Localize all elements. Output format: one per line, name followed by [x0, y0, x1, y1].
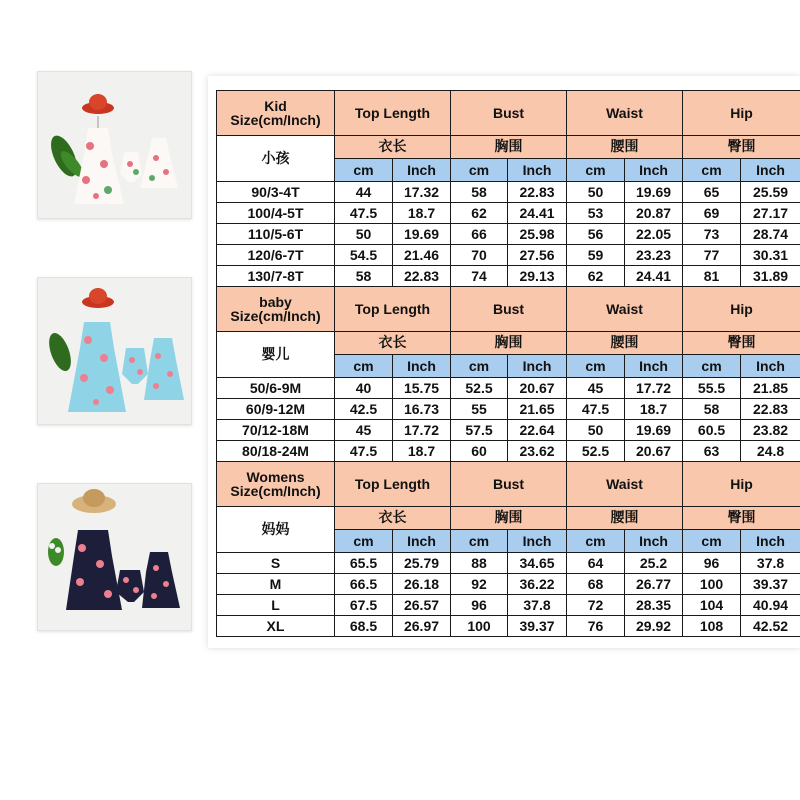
value-cell: 53 [567, 203, 625, 224]
table-row [217, 616, 800, 637]
column-header: Top Length [335, 287, 451, 332]
size-cell: 80/18-24M [217, 441, 335, 462]
size-cell: 50/6-9M [217, 378, 335, 399]
column-header: Hip [683, 287, 800, 332]
value-cell: 19.69 [625, 420, 683, 441]
column-header-zh: 腰围 [567, 136, 683, 159]
unit-cm: cm [567, 159, 625, 182]
value-cell: 45 [567, 378, 625, 399]
value-cell: 88 [451, 553, 508, 574]
unit-inch: Inch [741, 159, 800, 182]
white-floral-outfit-icon [38, 72, 191, 218]
table-row [217, 399, 800, 420]
column-header: Bust [451, 462, 567, 507]
size-cell: M [217, 574, 335, 595]
table-row [217, 553, 800, 574]
section-zh-label: 小孩 [217, 136, 335, 182]
value-cell: 26.57 [393, 595, 451, 616]
value-cell: 55.5 [683, 378, 741, 399]
value-cell: 58 [683, 399, 741, 420]
section-zh-row [217, 136, 800, 159]
product-thumbnail-blue[interactable] [37, 277, 192, 425]
value-cell: 24.8 [741, 441, 800, 462]
value-cell: 40 [335, 378, 393, 399]
value-cell: 108 [683, 616, 741, 637]
section-header-row [217, 462, 800, 507]
value-cell: 17.72 [393, 420, 451, 441]
value-cell: 65.5 [335, 553, 393, 574]
value-cell: 18.7 [393, 441, 451, 462]
value-cell: 23.23 [625, 245, 683, 266]
blue-floral-outfit-icon [38, 278, 191, 424]
column-header: Waist [567, 462, 683, 507]
section-header-row [217, 287, 800, 332]
unit-cm: cm [451, 530, 508, 553]
value-cell: 67.5 [335, 595, 393, 616]
value-cell: 26.18 [393, 574, 451, 595]
value-cell: 104 [683, 595, 741, 616]
value-cell: 47.5 [567, 399, 625, 420]
value-cell: 20.67 [508, 378, 567, 399]
value-cell: 50 [567, 420, 625, 441]
unit-cm: cm [335, 355, 393, 378]
value-cell: 56 [567, 224, 625, 245]
value-cell: 66 [451, 224, 508, 245]
table-row [217, 224, 800, 245]
size-cell: 70/12-18M [217, 420, 335, 441]
section-label-title: Kid [264, 98, 287, 114]
unit-inch: Inch [508, 159, 567, 182]
value-cell: 27.17 [741, 203, 800, 224]
column-header: Bust [451, 287, 567, 332]
size-cell: L [217, 595, 335, 616]
value-cell: 47.5 [335, 441, 393, 462]
column-header: Waist [567, 287, 683, 332]
value-cell: 50 [567, 182, 625, 203]
value-cell: 42.52 [741, 616, 800, 637]
column-header-zh: 臀围 [683, 136, 800, 159]
navy-floral-outfit-icon [38, 484, 191, 630]
value-cell: 55 [451, 399, 508, 420]
column-header-zh: 胸围 [451, 136, 567, 159]
value-cell: 36.22 [508, 574, 567, 595]
column-header: Hip [683, 462, 800, 507]
value-cell: 92 [451, 574, 508, 595]
size-chart-table [216, 90, 800, 637]
value-cell: 28.35 [625, 595, 683, 616]
value-cell: 25.79 [393, 553, 451, 574]
value-cell: 81 [683, 266, 741, 287]
column-header: Bust [451, 91, 567, 136]
value-cell: 22.64 [508, 420, 567, 441]
table-row [217, 574, 800, 595]
value-cell: 57.5 [451, 420, 508, 441]
table-row [217, 203, 800, 224]
size-cell: 110/5-6T [217, 224, 335, 245]
value-cell: 21.46 [393, 245, 451, 266]
value-cell: 44 [335, 182, 393, 203]
table-row [217, 245, 800, 266]
column-header: Hip [683, 91, 800, 136]
unit-cm: cm [567, 355, 625, 378]
value-cell: 26.77 [625, 574, 683, 595]
table-row [217, 420, 800, 441]
value-cell: 28.74 [741, 224, 800, 245]
value-cell: 66.5 [335, 574, 393, 595]
size-cell: 60/9-12M [217, 399, 335, 420]
value-cell: 96 [683, 553, 741, 574]
value-cell: 65 [683, 182, 741, 203]
unit-cm: cm [335, 159, 393, 182]
value-cell: 27.56 [508, 245, 567, 266]
section-label-unit: Size(cm/Inch) [230, 308, 321, 324]
section-label-title: Womens [246, 469, 305, 485]
value-cell: 63 [683, 441, 741, 462]
value-cell: 22.83 [393, 266, 451, 287]
column-header-zh: 衣长 [335, 136, 451, 159]
value-cell: 72 [567, 595, 625, 616]
value-cell: 25.2 [625, 553, 683, 574]
section-label-unit: Size(cm/Inch) [230, 483, 321, 499]
value-cell: 24.41 [508, 203, 567, 224]
column-header-zh: 臀围 [683, 332, 800, 355]
unit-cm: cm [451, 355, 508, 378]
value-cell: 19.69 [393, 224, 451, 245]
value-cell: 69 [683, 203, 741, 224]
value-cell: 52.5 [451, 378, 508, 399]
value-cell: 96 [451, 595, 508, 616]
section-label [217, 462, 335, 507]
unit-inch: Inch [393, 530, 451, 553]
value-cell: 19.69 [625, 182, 683, 203]
value-cell: 37.8 [741, 553, 800, 574]
column-header: Waist [567, 91, 683, 136]
value-cell: 77 [683, 245, 741, 266]
unit-inch: Inch [741, 530, 800, 553]
value-cell: 17.72 [625, 378, 683, 399]
section-zh-label: 妈妈 [217, 507, 335, 553]
section-label [217, 91, 335, 136]
value-cell: 22.05 [625, 224, 683, 245]
value-cell: 76 [567, 616, 625, 637]
value-cell: 47.5 [335, 203, 393, 224]
column-header-zh: 衣长 [335, 332, 451, 355]
value-cell: 45 [335, 420, 393, 441]
column-header-zh: 腰围 [567, 332, 683, 355]
value-cell: 18.7 [625, 399, 683, 420]
value-cell: 23.82 [741, 420, 800, 441]
unit-inch: Inch [508, 355, 567, 378]
value-cell: 62 [567, 266, 625, 287]
unit-cm: cm [683, 530, 741, 553]
value-cell: 42.5 [335, 399, 393, 420]
size-cell: 100/4-5T [217, 203, 335, 224]
section-header-row [217, 91, 800, 136]
size-cell: S [217, 553, 335, 574]
table-row [217, 378, 800, 399]
product-thumbnail-navy[interactable] [37, 483, 192, 631]
value-cell: 21.85 [741, 378, 800, 399]
table-row [217, 595, 800, 616]
unit-cm: cm [683, 355, 741, 378]
unit-inch: Inch [741, 355, 800, 378]
value-cell: 20.87 [625, 203, 683, 224]
value-cell: 74 [451, 266, 508, 287]
unit-inch: Inch [625, 159, 683, 182]
value-cell: 39.37 [508, 616, 567, 637]
value-cell: 29.92 [625, 616, 683, 637]
column-header: Top Length [335, 91, 451, 136]
unit-cm: cm [335, 530, 393, 553]
value-cell: 62 [451, 203, 508, 224]
value-cell: 24.41 [625, 266, 683, 287]
value-cell: 39.37 [741, 574, 800, 595]
product-thumbnail-white[interactable] [37, 71, 192, 219]
value-cell: 34.65 [508, 553, 567, 574]
value-cell: 15.75 [393, 378, 451, 399]
value-cell: 17.32 [393, 182, 451, 203]
value-cell: 73 [683, 224, 741, 245]
size-cell: XL [217, 616, 335, 637]
unit-inch: Inch [625, 355, 683, 378]
value-cell: 100 [683, 574, 741, 595]
value-cell: 26.97 [393, 616, 451, 637]
value-cell: 25.98 [508, 224, 567, 245]
value-cell: 68 [567, 574, 625, 595]
unit-cm: cm [683, 159, 741, 182]
section-label-unit: Size(cm/Inch) [230, 112, 321, 128]
size-cell: 90/3-4T [217, 182, 335, 203]
value-cell: 25.59 [741, 182, 800, 203]
column-header-zh: 胸围 [451, 507, 567, 530]
value-cell: 22.83 [741, 399, 800, 420]
size-cell: 120/6-7T [217, 245, 335, 266]
value-cell: 54.5 [335, 245, 393, 266]
size-cell: 130/7-8T [217, 266, 335, 287]
unit-inch: Inch [393, 355, 451, 378]
value-cell: 18.7 [393, 203, 451, 224]
value-cell: 31.89 [741, 266, 800, 287]
value-cell: 16.73 [393, 399, 451, 420]
value-cell: 20.67 [625, 441, 683, 462]
value-cell: 29.13 [508, 266, 567, 287]
value-cell: 60.5 [683, 420, 741, 441]
value-cell: 21.65 [508, 399, 567, 420]
value-cell: 37.8 [508, 595, 567, 616]
value-cell: 58 [335, 266, 393, 287]
column-header-zh: 腰围 [567, 507, 683, 530]
table-row [217, 266, 800, 287]
unit-inch: Inch [393, 159, 451, 182]
value-cell: 23.62 [508, 441, 567, 462]
table-row [217, 441, 800, 462]
value-cell: 50 [335, 224, 393, 245]
value-cell: 100 [451, 616, 508, 637]
table-row [217, 182, 800, 203]
section-zh-row [217, 332, 800, 355]
value-cell: 70 [451, 245, 508, 266]
value-cell: 30.31 [741, 245, 800, 266]
value-cell: 58 [451, 182, 508, 203]
value-cell: 52.5 [567, 441, 625, 462]
column-header-zh: 胸围 [451, 332, 567, 355]
value-cell: 64 [567, 553, 625, 574]
unit-cm: cm [451, 159, 508, 182]
value-cell: 40.94 [741, 595, 800, 616]
section-zh-label: 婴儿 [217, 332, 335, 378]
section-label [217, 287, 335, 332]
unit-inch: Inch [625, 530, 683, 553]
section-label-title: baby [259, 294, 292, 310]
value-cell: 68.5 [335, 616, 393, 637]
value-cell: 60 [451, 441, 508, 462]
column-header-zh: 臀围 [683, 507, 800, 530]
unit-inch: Inch [508, 530, 567, 553]
value-cell: 22.83 [508, 182, 567, 203]
section-zh-row [217, 507, 800, 530]
unit-cm: cm [567, 530, 625, 553]
column-header: Top Length [335, 462, 451, 507]
column-header-zh: 衣长 [335, 507, 451, 530]
value-cell: 59 [567, 245, 625, 266]
